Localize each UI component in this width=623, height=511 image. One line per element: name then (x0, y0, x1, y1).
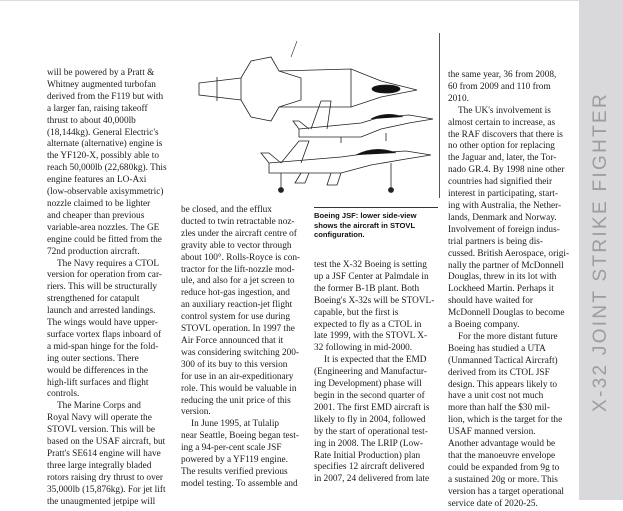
paragraph (448, 106, 570, 332)
x32-three-view-drawing (181, 33, 439, 198)
text-line: would be differences in the (47, 365, 149, 376)
text-line: test the X-32 Boeing is setting (314, 260, 427, 270)
text-line: nozzle claimed to be lighter (47, 198, 151, 209)
text-line: that the manoeuvre envelope (448, 451, 556, 461)
text-line: service date of 2020-25. (448, 498, 538, 509)
plan-view-aircraft (199, 41, 417, 121)
text-line: likely to fly in 2004, followed (314, 414, 426, 425)
text-line: ule, and also for a jet screen to (181, 276, 295, 287)
text-line: version for operation from car- (47, 270, 162, 281)
text-line: lion, which is the target for the (448, 415, 563, 426)
text-line: engine features an LO-Axi (47, 175, 147, 186)
top-rule (0, 0, 579, 1)
text-line: (18,144kg). General Electric's (47, 127, 159, 138)
text-line: It is expected that the EMD (324, 355, 427, 366)
text-line: by the start of operational test- (314, 426, 428, 437)
text-line: reach 50,000lb (22,680kg). This (47, 163, 167, 174)
text-line: the Jaguar and, later, the Tor- (448, 153, 557, 164)
text-line: (Engineering and Manufactur- (314, 367, 427, 378)
text-line: be closed, and the efflux (181, 205, 272, 215)
text-line: a mid-span hinge for the fold- (47, 341, 159, 352)
text-line: the unaugmented jetpipe will (47, 496, 156, 507)
text-line: ing with Australia, the Nether- (448, 200, 562, 211)
text-line: STOVL operation. In 1997 the (181, 324, 295, 335)
text-line: derived from the F119 but with (47, 91, 164, 102)
paragraph (47, 401, 169, 508)
text-column-2 (181, 205, 303, 491)
paragraph (448, 332, 570, 511)
text-line: Involvement of foreign indus- (448, 224, 560, 235)
text-line: could be expanded from 9g to (448, 462, 560, 473)
text-line: 60 from 2009 and 110 from (448, 81, 551, 92)
text-line: derived from its CTOL JSF (448, 367, 550, 378)
text-line: Douglas, threw in its lot with (448, 272, 557, 283)
text-line: the same year, 36 from 2008, (448, 70, 557, 80)
text-line: more than half the $30 mil- (448, 403, 550, 414)
text-line: surface vortex flaps inboard of (47, 329, 162, 340)
text-line: ducted to twin retractable noz- (181, 216, 295, 227)
text-line: ing Development) phase will (314, 379, 422, 390)
text-line: the YF120-X, possibly able to (47, 151, 159, 162)
text-line: Another advantage would be (448, 439, 556, 450)
text-line: nado GR.4. By 1998 nine other (448, 165, 565, 176)
text-line: The results verified previous (181, 466, 288, 477)
text-line: 72nd production aircraft. (47, 246, 140, 257)
text-line: strengthened for catapult (47, 294, 140, 305)
text-line: Royal Navy will operate the (47, 413, 152, 424)
text-line: The Navy requires a CTOL (57, 258, 160, 269)
text-line: ing in 2008. The LRIP (Low- (314, 438, 423, 449)
text-line: USAF manned version. (448, 427, 536, 438)
text-line: controls. (47, 389, 80, 400)
text-line: 35,000lb (15,876kg). For jet lift (47, 484, 166, 495)
text-line: about 100°. Rolls-Royce is con- (181, 252, 301, 263)
text-line: Pratt's SE614 engine will have (47, 449, 161, 459)
text-line: up a JSF Center at Palmdale in (314, 271, 429, 282)
stovl-side-view-aircraft (261, 141, 431, 193)
text-line: the RAF discovers that there is (448, 129, 563, 140)
text-line: The Marine Corps and (57, 401, 141, 412)
text-line: almost certain to increase, as (448, 117, 556, 128)
text-line: in 2007, 24 delivered from late (314, 474, 430, 485)
paragraph (448, 70, 570, 106)
text-line: zles under the aircraft centre of (181, 228, 297, 239)
text-line: version has a target operational (448, 486, 564, 497)
figure-caption: Boeing JSF: lower side-view shows the aircraft in STOVL configuration. (314, 207, 438, 240)
text-line: 300 of its buy to this version (181, 359, 288, 370)
paragraph (47, 259, 169, 402)
text-line: For the more distant future (458, 331, 558, 342)
text-line: STOVL version. This will be (47, 425, 156, 436)
text-line: cussed. British Aerospace, origi- (448, 248, 570, 259)
text-line: the former B-1B plant. Both (314, 283, 420, 294)
text-line: Whitney augmented turbofan (47, 79, 156, 90)
paragraph (314, 355, 436, 486)
text-line: variable-area nozzles. The GE (47, 222, 160, 233)
text-line: capable, but the first is (314, 307, 399, 318)
text-line: thrust to about 40,000lb (47, 115, 136, 126)
text-line: engine could be fitted from the (47, 234, 162, 245)
text-line: Boeing has studied a UTA (448, 343, 546, 354)
text-line: 2010. (448, 93, 469, 104)
paragraph (181, 205, 303, 419)
text-line: tractor for the lift-nozzle mod- (181, 264, 295, 275)
aircraft-drawing-figure (181, 33, 440, 198)
text-line: no other option for replacing (448, 141, 555, 152)
text-line: should have waited for (448, 296, 533, 307)
text-line: high-lift surfaces and flight (47, 377, 149, 388)
paragraph (314, 260, 436, 355)
text-column-3 (314, 260, 436, 486)
text-line: lands, Denmark and Norway. (448, 212, 557, 223)
text-line: ing outer sections. There (47, 353, 139, 364)
text-line: three large integrally bladed (47, 460, 152, 471)
text-line: role. This would be valuable in (181, 383, 297, 394)
text-line: 32 following in mid-2000. (314, 343, 413, 354)
text-line: nally the partner of McDonnell (448, 260, 564, 271)
text-line: launch and arrested landings. (47, 306, 156, 317)
text-line: Rate Initial Production) plan (314, 450, 421, 461)
text-column-1 (47, 68, 169, 509)
text-column-4 (448, 70, 570, 511)
text-line: late 1999, with the STOVL X- (314, 331, 428, 342)
text-line: powered by a YF119 engine. (181, 455, 288, 466)
text-line: trial partners is being dis- (448, 236, 544, 247)
text-line: a sustained 20g or more. This (448, 474, 558, 485)
text-line: will be powered by a Pratt & (47, 68, 155, 78)
sidebar-title: X-32 JOINT STRIKE FIGHTER (590, 91, 611, 413)
text-line: a larger fan, raising takeoff (47, 103, 148, 114)
text-line: a Boeing company. (448, 320, 520, 331)
text-line: begin in the second quarter of (314, 390, 425, 401)
text-line: specifies 12 aircraft delivered (314, 462, 425, 473)
text-line: (low-observable axisymmetric) (47, 187, 164, 198)
text-line: near Seattle, Boeing began test- (181, 431, 299, 442)
text-line: was considering switching 200- (181, 347, 299, 358)
text-line: and cheaper than previous (47, 210, 145, 221)
text-line: In June 1995, at Tulalip (191, 419, 280, 430)
text-line: control system for use during (181, 312, 290, 323)
section-sidebar (579, 0, 623, 500)
text-line: version. (181, 407, 211, 418)
text-line: reducing the unit price of this (181, 395, 291, 406)
text-line: model testing. To assemble and (181, 478, 298, 489)
text-line: design. This appears likely to (448, 379, 558, 390)
text-line: an auxiliary reaction-jet flight (181, 300, 293, 311)
text-line: expected to fly as a CTOL in (314, 319, 422, 330)
paragraph (181, 419, 303, 490)
text-line: rotors raising dry thrust to over (47, 472, 163, 483)
text-line: based on the USAF aircraft, but (47, 437, 166, 448)
text-line: McDonnell Douglas to become (448, 308, 565, 319)
text-line: for use in an air-expeditionary (181, 371, 294, 382)
text-line: countries had signified their (448, 177, 553, 188)
text-line: alternate (alternative) engine is (47, 139, 163, 150)
text-line: The UK's involvement is (458, 105, 551, 116)
text-line: ing a 94-per-cent scale JSF (181, 443, 282, 454)
text-line: 2001. The first EMD aircraft is (314, 402, 430, 413)
text-line: (Unmanned Tactical Aircraft) (448, 355, 558, 366)
text-line: The wings would have upper- (47, 318, 158, 329)
text-line: Air Force announced that it (181, 335, 284, 346)
text-line: Lockheed Martin. Perhaps it (448, 284, 554, 295)
text-line: interest in participating, start- (448, 189, 558, 200)
text-line: riers. This will be structurally (47, 282, 158, 293)
text-line: have a unit cost not much (448, 391, 544, 402)
text-line: Boeing's X-32s will be STOVL- (314, 295, 435, 306)
paragraph (47, 68, 169, 259)
text-line: gravity able to vector through (181, 240, 292, 251)
text-line: reduce hot-gas ingestion, and (181, 288, 290, 299)
